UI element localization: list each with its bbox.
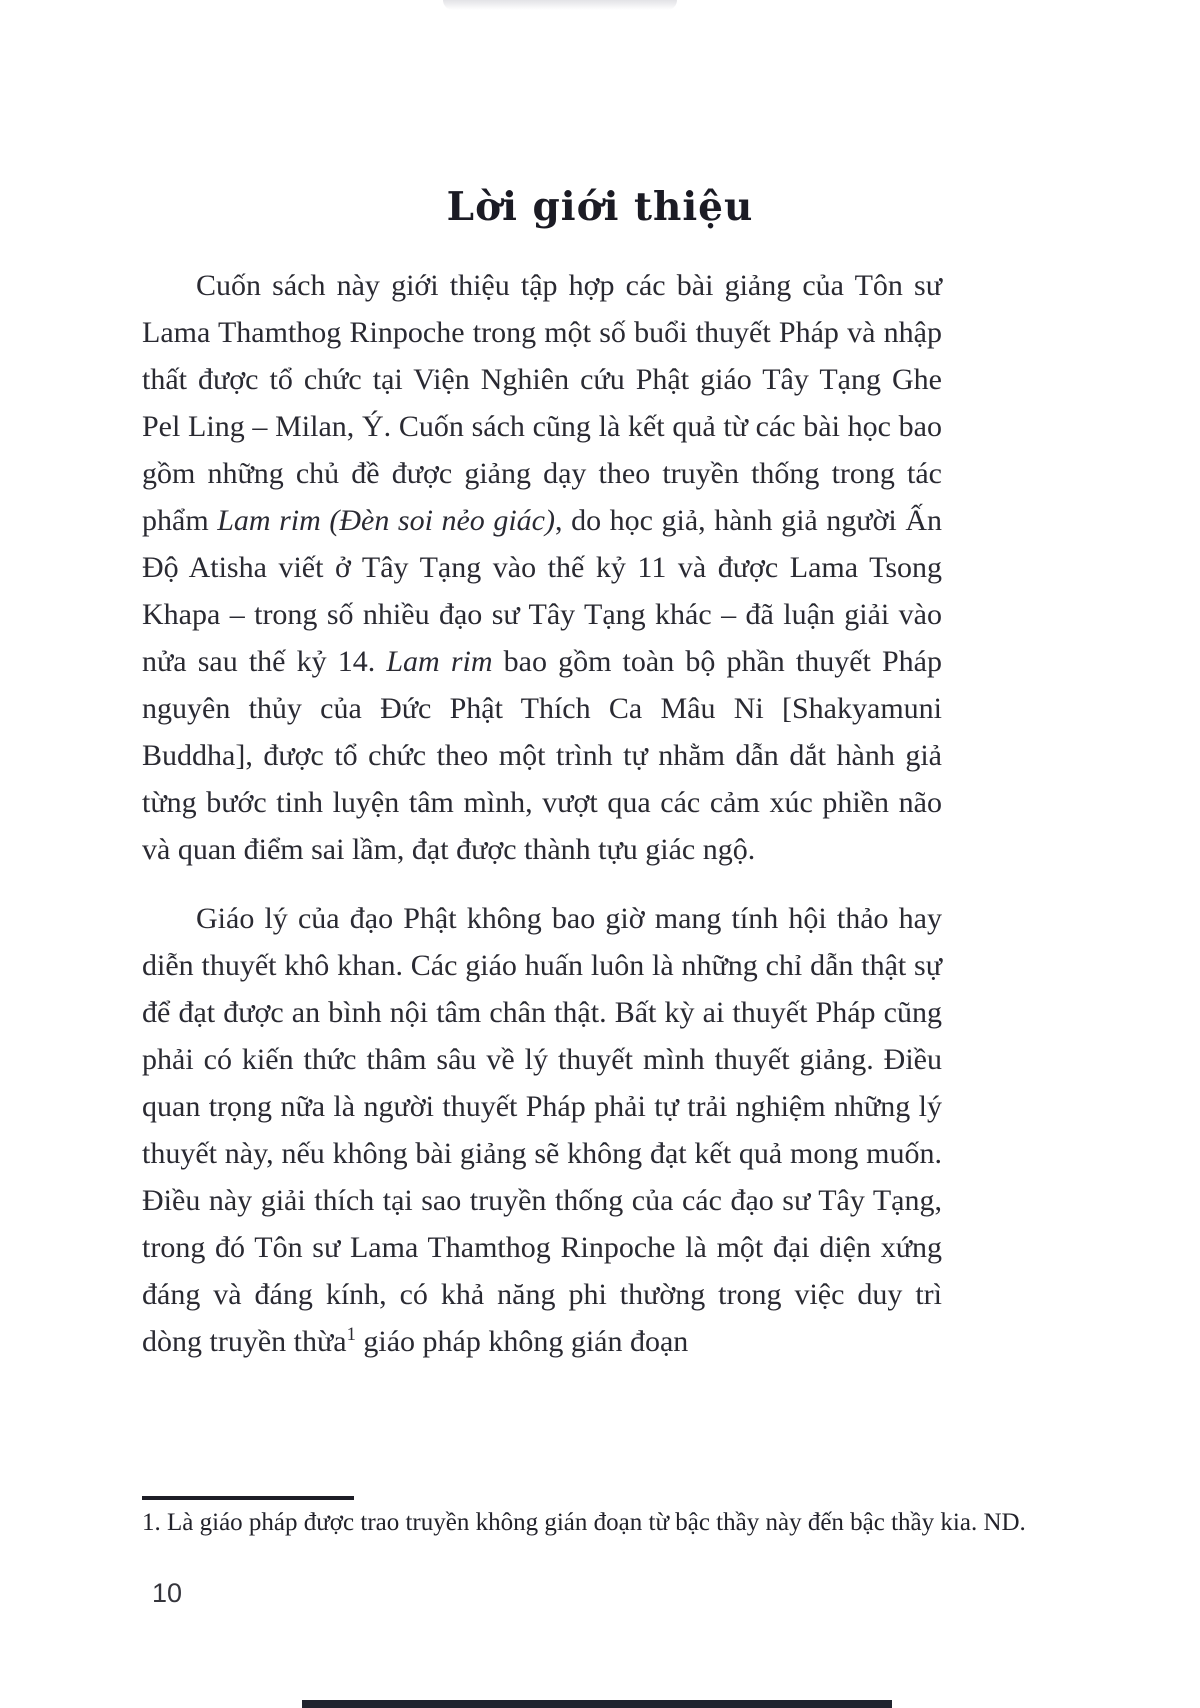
chapter-title: Lời giới thiệu bbox=[446, 184, 754, 231]
page-number: 10 bbox=[152, 1578, 183, 1608]
paragraph-1: Cuốn sách này giới thiệu tập hợp các bài giảng của Tôn sư Lama Thamthog Rinpoche trong một số buổi thuyết Pháp và nhập thất được tổ chức tại Viện Nghiên cứu Phật giáo Tây Tạng Ghe Pel Ling – Milan, Ý. Cuốn sách cũng là kết quả từ các bài học bao gồm những chủ đề được giảng dạy theo truyền thống trong tác phẩm Lam rim (Đèn soi nẻo giác), do học giả, hành giả người Ấn Độ Atisha viết ở Tây Tạng vào thế kỷ 11 và được Lama Tsong Khapa – trong số nhiều đạo sư Tây Tạng khác – đã luận giải vào nửa sau thế kỷ 14. Lam rim bao gồm toàn bộ phần thuyết Pháp nguyên thủy của Đức Phật Thích Ca Mâu Ni [Shakyamuni Buddha], được tổ chức theo một trình tự nhằm dẫn dắt hành giả từng bước tinh luyện tâm mình, vượt qua các cảm xúc phiền não và quan điểm sai lầm, đạt được thành tựu giác ngộ. bbox=[142, 269, 943, 866]
footnote: 1. Là giáo pháp được trao truyền không gián đoạn từ bậc thầy này đến bậc thầy kia. ND. bbox=[142, 1509, 1026, 1536]
body-text bbox=[142, 262, 942, 1387]
top-page-shadow bbox=[443, 0, 677, 10]
bottom-nav-bar bbox=[302, 1700, 892, 1708]
paragraph-2: Giáo lý của đạo Phật không bao giờ mang tính hội thảo hay diễn thuyết khô khan. Các giáo huấn luôn là những chỉ dẫn thật sự để đạt được an bình nội tâm chân thật. Bất kỳ ai thuyết Pháp cũng phải có kiến thức thâm sâu về lý thuyết mình thuyết giảng. Điều quan trọng nữa là người thuyết Pháp phải tự trải nghiệm những lý thuyết này, nếu không bài giảng sẽ không đạt kết quả mong muốn. Điều này giải thích tại sao truyền thống của các đạo sư Tây Tạng, trong đó Tôn sư Lama Thamthog Rinpoche là một đại diện xứng đáng và đáng kính, có khả năng phi thường trong việc duy trì dòng truyền thừa$^1$ giáo pháp không gián đoạn bbox=[142, 902, 942, 1358]
footnote-rule bbox=[142, 1496, 354, 1500]
